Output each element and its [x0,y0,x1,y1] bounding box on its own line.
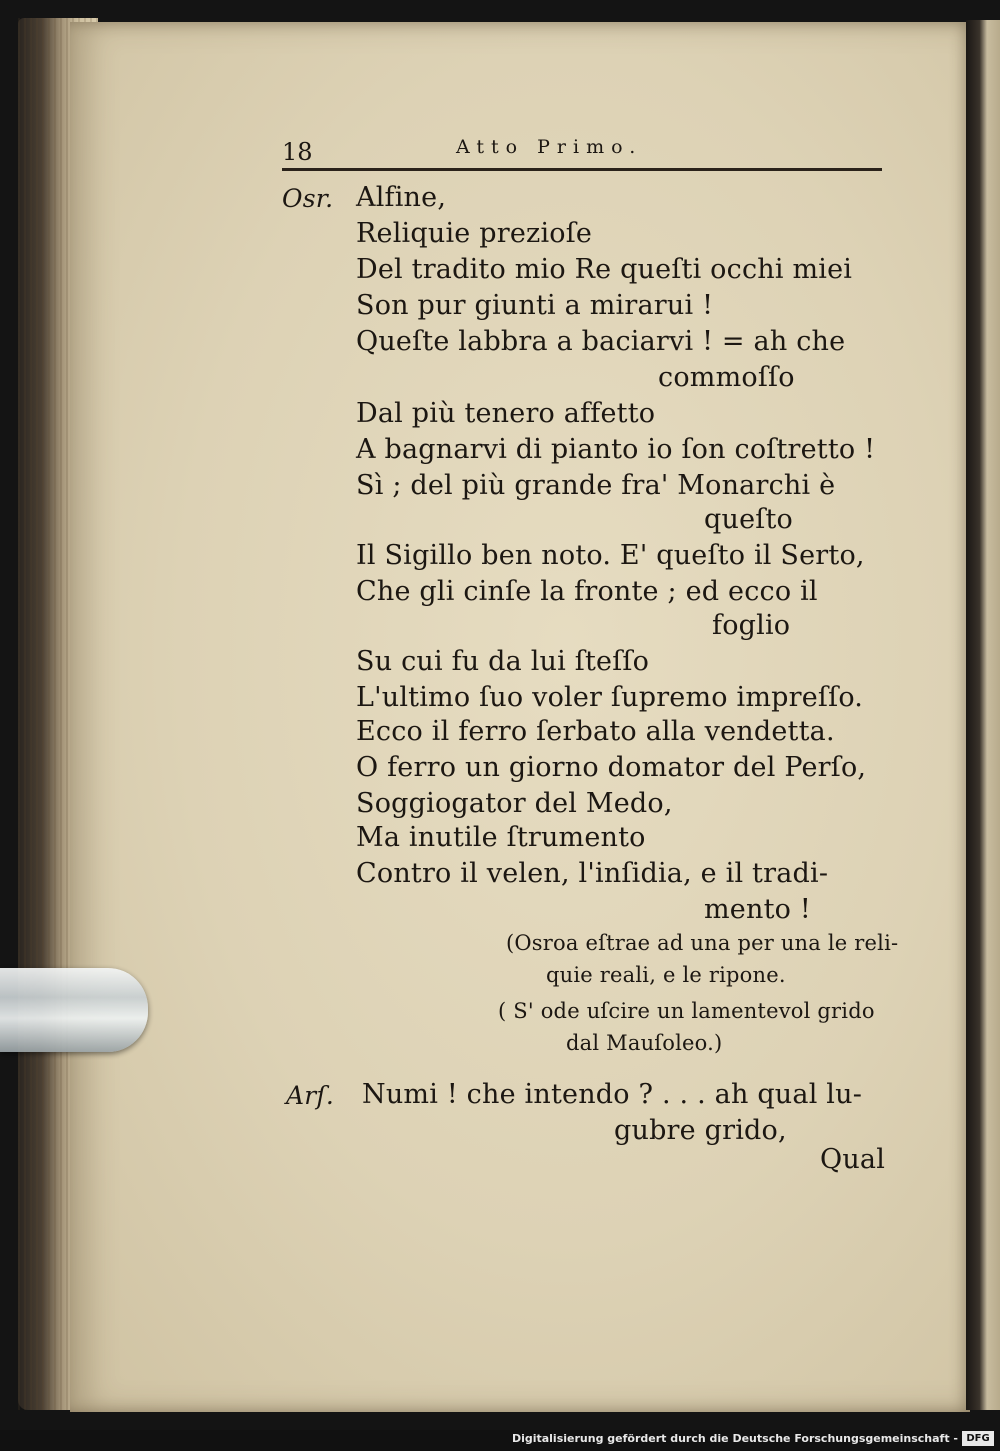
verse-line: Il Sigillo ben noto. E' queſto il Serto, [356,540,865,571]
verse-line: Del tradito mio Re queſti occhi miei [356,254,853,285]
verse-line-continuation: gubre grido, [614,1115,787,1146]
speaker-osr: Osr. [282,184,334,213]
footer-credit: Digitalisierung gefördert durch die Deutsche Forschungsgemeinschaft - [511,1432,958,1445]
verse-line: Alfine, [356,182,447,213]
verse-line: Reliquie prezioſe [356,218,593,249]
book-right-edge [966,20,1000,1410]
verse-line: Ecco il ferro ſerbato alla vendetta. [356,716,835,747]
stage-direction: (Osroa eſtrae ad una per una le reli- [506,931,899,955]
running-title: Atto Primo. [456,136,643,158]
verse-line: Soggiogator del Medo, [356,788,673,819]
verse-line-continuation: queſto [704,504,793,535]
page-number: 18 [282,138,313,166]
stage-direction: dal Mauſoleo.) [566,1031,723,1055]
verse-line: A bagnarvi di pianto io ſon coſtretto ! [356,434,876,465]
catchword: Qual [820,1144,886,1175]
page-clip [0,968,148,1052]
verse-line-continuation: foglio [712,610,791,641]
speaker-ars: Arſ. [286,1081,335,1110]
verse-line: Sì ; del più grande fra' Monarchi è [356,470,836,501]
verse-line: Che gli cinſe la fronte ; ed ecco il [356,576,818,607]
verse-line: L'ultimo ſuo voler ſupremo impreſſo. [356,682,864,713]
verse-line: Ma inutile ſtrumento [356,822,646,853]
verse-line-continuation: commoſſo [658,362,795,393]
verse-line: O ferro un giorno domator del Perſo, [356,752,867,783]
verse-line: Contro il velen, l'inſidia, e il tradi- [356,858,829,889]
verse-line: Numi ! che intendo ? . . . ah qual lu- [362,1079,863,1110]
verse-line: Queſte labbra a baciarvi ! = ah che [356,326,846,357]
verse-line: Dal più tenero affetto [356,398,656,429]
dfg-logo: DFG [962,1431,994,1446]
verse-line: Son pur giunti a mirarui ! [356,290,714,321]
verse-line: Su cui fu da lui ſteſſo [356,646,650,677]
stage-direction: ( S' ode uſcire un lamentevol grido [498,999,875,1023]
verse-line-continuation: mento ! [704,894,811,925]
stage-direction: quie reali, e le ripone. [546,963,786,987]
header-rule [282,168,882,171]
